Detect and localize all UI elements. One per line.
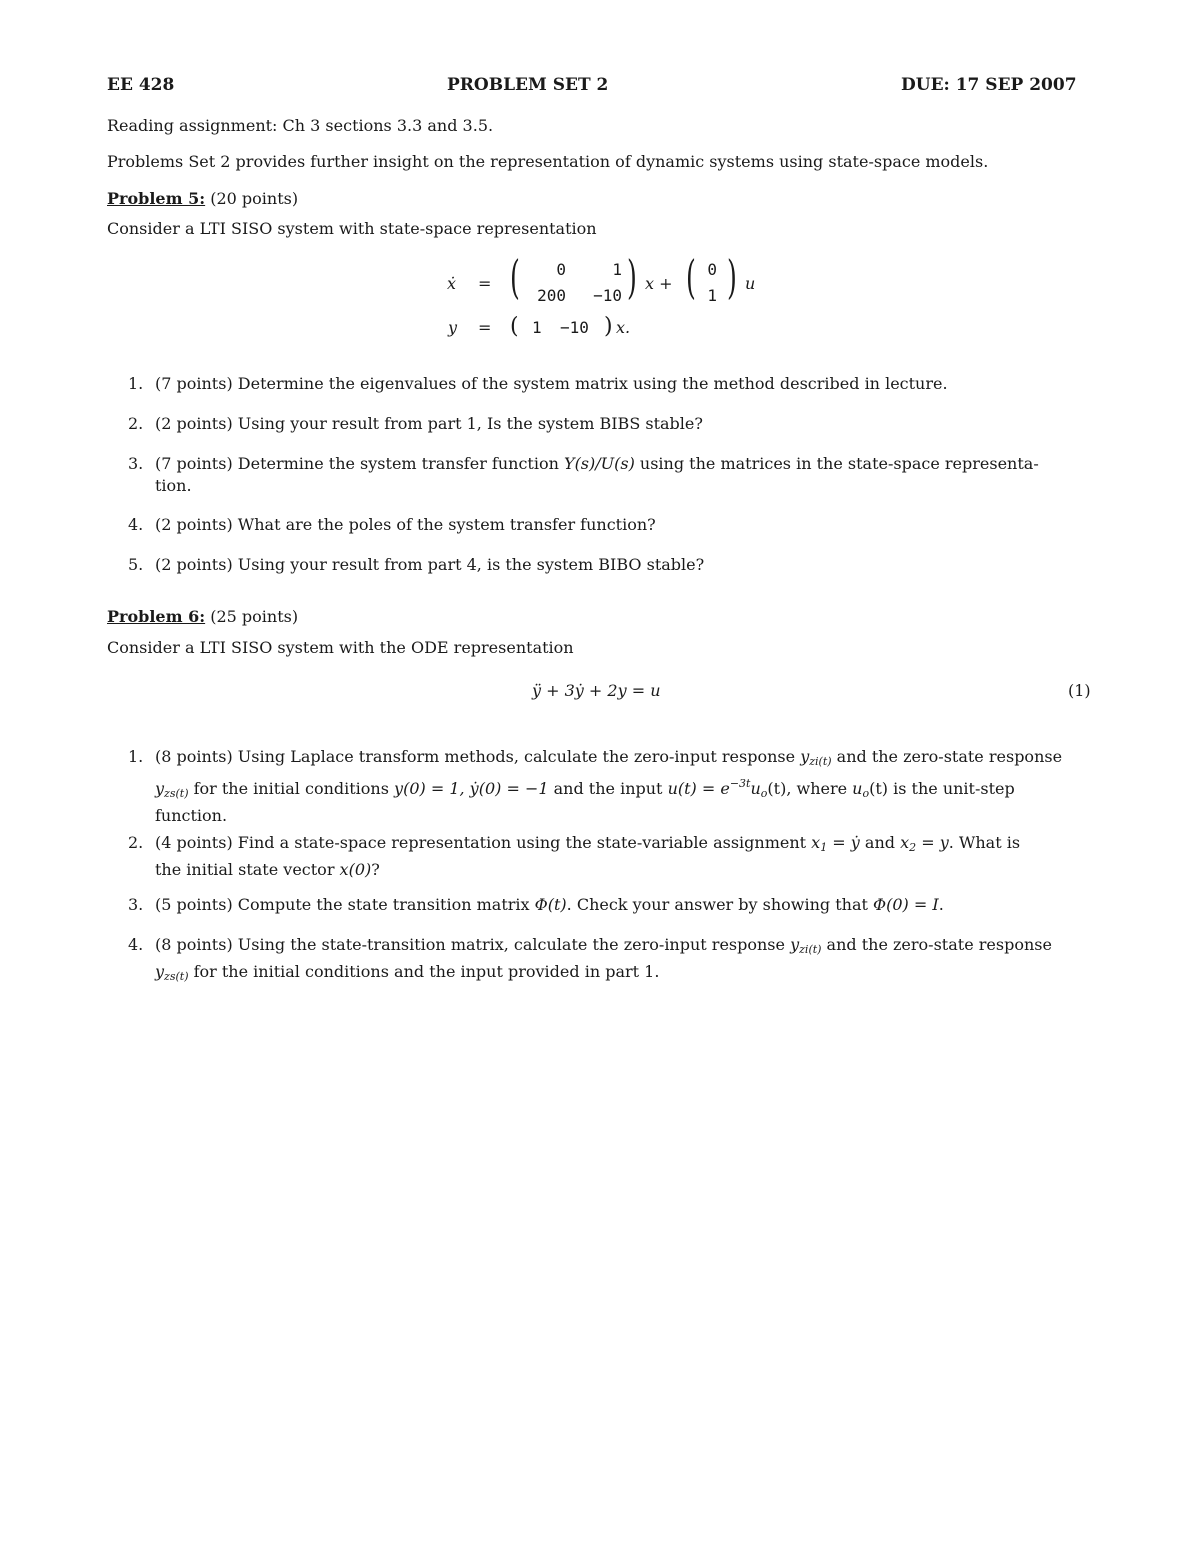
matrix-a-22: −10 xyxy=(593,286,622,305)
ode-equation: ÿ + 3ẏ + 2y = u xyxy=(532,681,661,700)
item-text xyxy=(155,453,1096,497)
math-run: = y xyxy=(916,833,949,852)
problem6-statement: Consider a LTI SISO system with the ODE representation xyxy=(107,638,574,657)
item-number: 4. xyxy=(128,935,144,954)
problem5-points: (20 points) xyxy=(210,189,299,208)
text-run: . What is xyxy=(948,833,1021,852)
input-math: u(t) = e xyxy=(667,779,730,798)
matrix-a-left-paren: ( xyxy=(510,250,520,304)
matrix-c-left-paren: ( xyxy=(510,314,519,339)
yzs-subscript: zs(t) xyxy=(164,787,189,800)
due-date: DUE: 17 SEP 2007 xyxy=(901,75,1077,95)
yzi-subscript: zi(t) xyxy=(799,943,822,956)
problem6-item-2 xyxy=(128,832,1096,881)
problem6-item-1 xyxy=(128,746,1096,827)
problem5-statement: Consider a LTI SISO system with state-space representation xyxy=(107,219,597,238)
phi-math: Φ(t) xyxy=(534,895,567,914)
matrix-c-2: −10 xyxy=(560,318,589,337)
item-text: (2 points) What are the poles of the system transfer function? xyxy=(155,515,656,534)
problem5-item-1 xyxy=(128,373,1096,395)
matrix-a-right-paren: ) xyxy=(627,250,637,304)
x-end: x. xyxy=(616,318,631,337)
item-text: (2 points) Using your result from part 4, is the system BIBO stable? xyxy=(155,555,705,574)
matrix-a-21: 200 xyxy=(537,286,566,305)
item-number: 3. xyxy=(128,454,144,473)
item-text xyxy=(155,894,1096,916)
text-run: ? xyxy=(371,860,380,879)
u-symbol: u xyxy=(852,779,863,798)
matrix-b-right-paren: ) xyxy=(727,250,737,304)
x-symbol: x xyxy=(900,833,910,852)
text-run: (t), where xyxy=(767,779,853,798)
item-text: (7 points) Determine the eigenvalues of the system matrix using the method described in lecture. xyxy=(155,374,948,393)
initial-state-math: x(0) xyxy=(339,860,372,879)
x-subscript: 2 xyxy=(909,841,917,854)
x-plus: x + xyxy=(645,274,673,293)
problem6-title: Problem 6: xyxy=(107,607,206,626)
text-run: (4 points) Find a state-space representation using the state-variable assignment xyxy=(155,833,812,852)
yzi-symbol: y xyxy=(790,935,800,954)
yzs-symbol: y xyxy=(155,962,165,981)
problem5-title: Problem 5: xyxy=(107,189,206,208)
item-number: 3. xyxy=(128,895,144,914)
intro-summary: Problems Set 2 provides further insight on the representation of dynamic systems using state-space models. xyxy=(107,152,989,171)
text-run: and the zero-state response xyxy=(831,747,1063,766)
yzs-symbol: y xyxy=(155,779,165,798)
item-number: 1. xyxy=(128,374,144,393)
text-run: and xyxy=(859,833,901,852)
item-text xyxy=(155,832,1096,881)
course-code: EE 428 xyxy=(107,75,175,95)
problem6-item-3 xyxy=(128,894,1096,916)
text-run: (5 points) Compute the state transition matrix xyxy=(155,895,535,914)
item-text xyxy=(155,746,1096,827)
matrix-c-1: 1 xyxy=(532,318,542,337)
u-subscript: o xyxy=(862,787,870,800)
text-run: for the initial conditions and the input provided in part 1. xyxy=(188,962,660,981)
item-text-pre: (7 points) Determine the system transfer function xyxy=(155,454,564,473)
reading-assignment: Reading assignment: Ch 3 sections 3.3 and 3.5. xyxy=(107,116,494,135)
y-symbol: y xyxy=(448,318,458,337)
matrix-a-11: 0 xyxy=(556,260,566,279)
yzi-symbol: y xyxy=(800,747,810,766)
item-number: 2. xyxy=(128,833,144,852)
x-subscript: 1 xyxy=(820,841,828,854)
text-run: the initial state vector xyxy=(155,860,340,879)
u-symbol: u xyxy=(750,779,761,798)
matrix-b-1: 0 xyxy=(707,260,717,279)
problem6-item-4 xyxy=(128,934,1096,988)
problem5-item-3 xyxy=(128,453,1096,497)
equation-number: (1) xyxy=(1068,681,1091,700)
u-symbol: u xyxy=(745,274,756,293)
problem6-heading xyxy=(107,607,298,626)
u-subscript: o xyxy=(760,787,768,800)
yzs-subscript: zs(t) xyxy=(164,970,189,983)
problem5-heading xyxy=(107,189,298,208)
text-run: function. xyxy=(155,806,228,825)
text-run: (t) is the unit-step xyxy=(869,779,1015,798)
item-text-line2: tion. xyxy=(155,476,192,495)
problem5-item-2 xyxy=(128,413,1096,435)
text-run: (8 points) Using the state-transition matrix, calculate the zero-input response xyxy=(155,935,791,954)
problem5-item-5 xyxy=(128,554,1096,576)
text-run: for the initial conditions xyxy=(188,779,395,798)
transfer-function-math: Y(s)/U(s) xyxy=(564,454,635,473)
yzi-subscript: zi(t) xyxy=(809,755,832,768)
phi-zero-math: Φ(0) = I xyxy=(873,895,939,914)
equals-1: = xyxy=(478,274,492,293)
x-symbol: x xyxy=(811,833,821,852)
text-run: . xyxy=(938,895,944,914)
item-number: 2. xyxy=(128,414,144,433)
xdot-symbol: ẋ xyxy=(447,274,457,293)
item-text: (2 points) Using your result from part 1, Is the system BIBS stable? xyxy=(155,414,703,433)
item-text xyxy=(155,934,1096,988)
item-number: 5. xyxy=(128,555,144,574)
matrix-b-left-paren: ( xyxy=(686,250,696,304)
text-run: (8 points) Using Laplace transform methods, calculate the zero-input response xyxy=(155,747,801,766)
item-text-post: using the matrices in the state-space representa- xyxy=(634,454,1039,473)
matrix-c-right-paren: ) xyxy=(604,314,613,339)
text-run: . Check your answer by showing that xyxy=(566,895,874,914)
exponent: −3t xyxy=(729,777,751,790)
page-title: PROBLEM SET 2 xyxy=(447,75,609,95)
equals-2: = xyxy=(478,318,492,337)
problem6-points: (25 points) xyxy=(210,607,299,626)
matrix-b-2: 1 xyxy=(707,286,717,305)
item-number: 1. xyxy=(128,747,144,766)
item-number: 4. xyxy=(128,515,144,534)
text-run: and the zero-state response xyxy=(821,935,1052,954)
initial-conditions-math: y(0) = 1, ẏ(0) = −1 xyxy=(394,779,549,798)
text-run: and the input xyxy=(548,779,668,798)
matrix-a-12: 1 xyxy=(612,260,622,279)
problem5-item-4 xyxy=(128,514,1096,536)
math-run: = ẏ xyxy=(827,833,860,852)
